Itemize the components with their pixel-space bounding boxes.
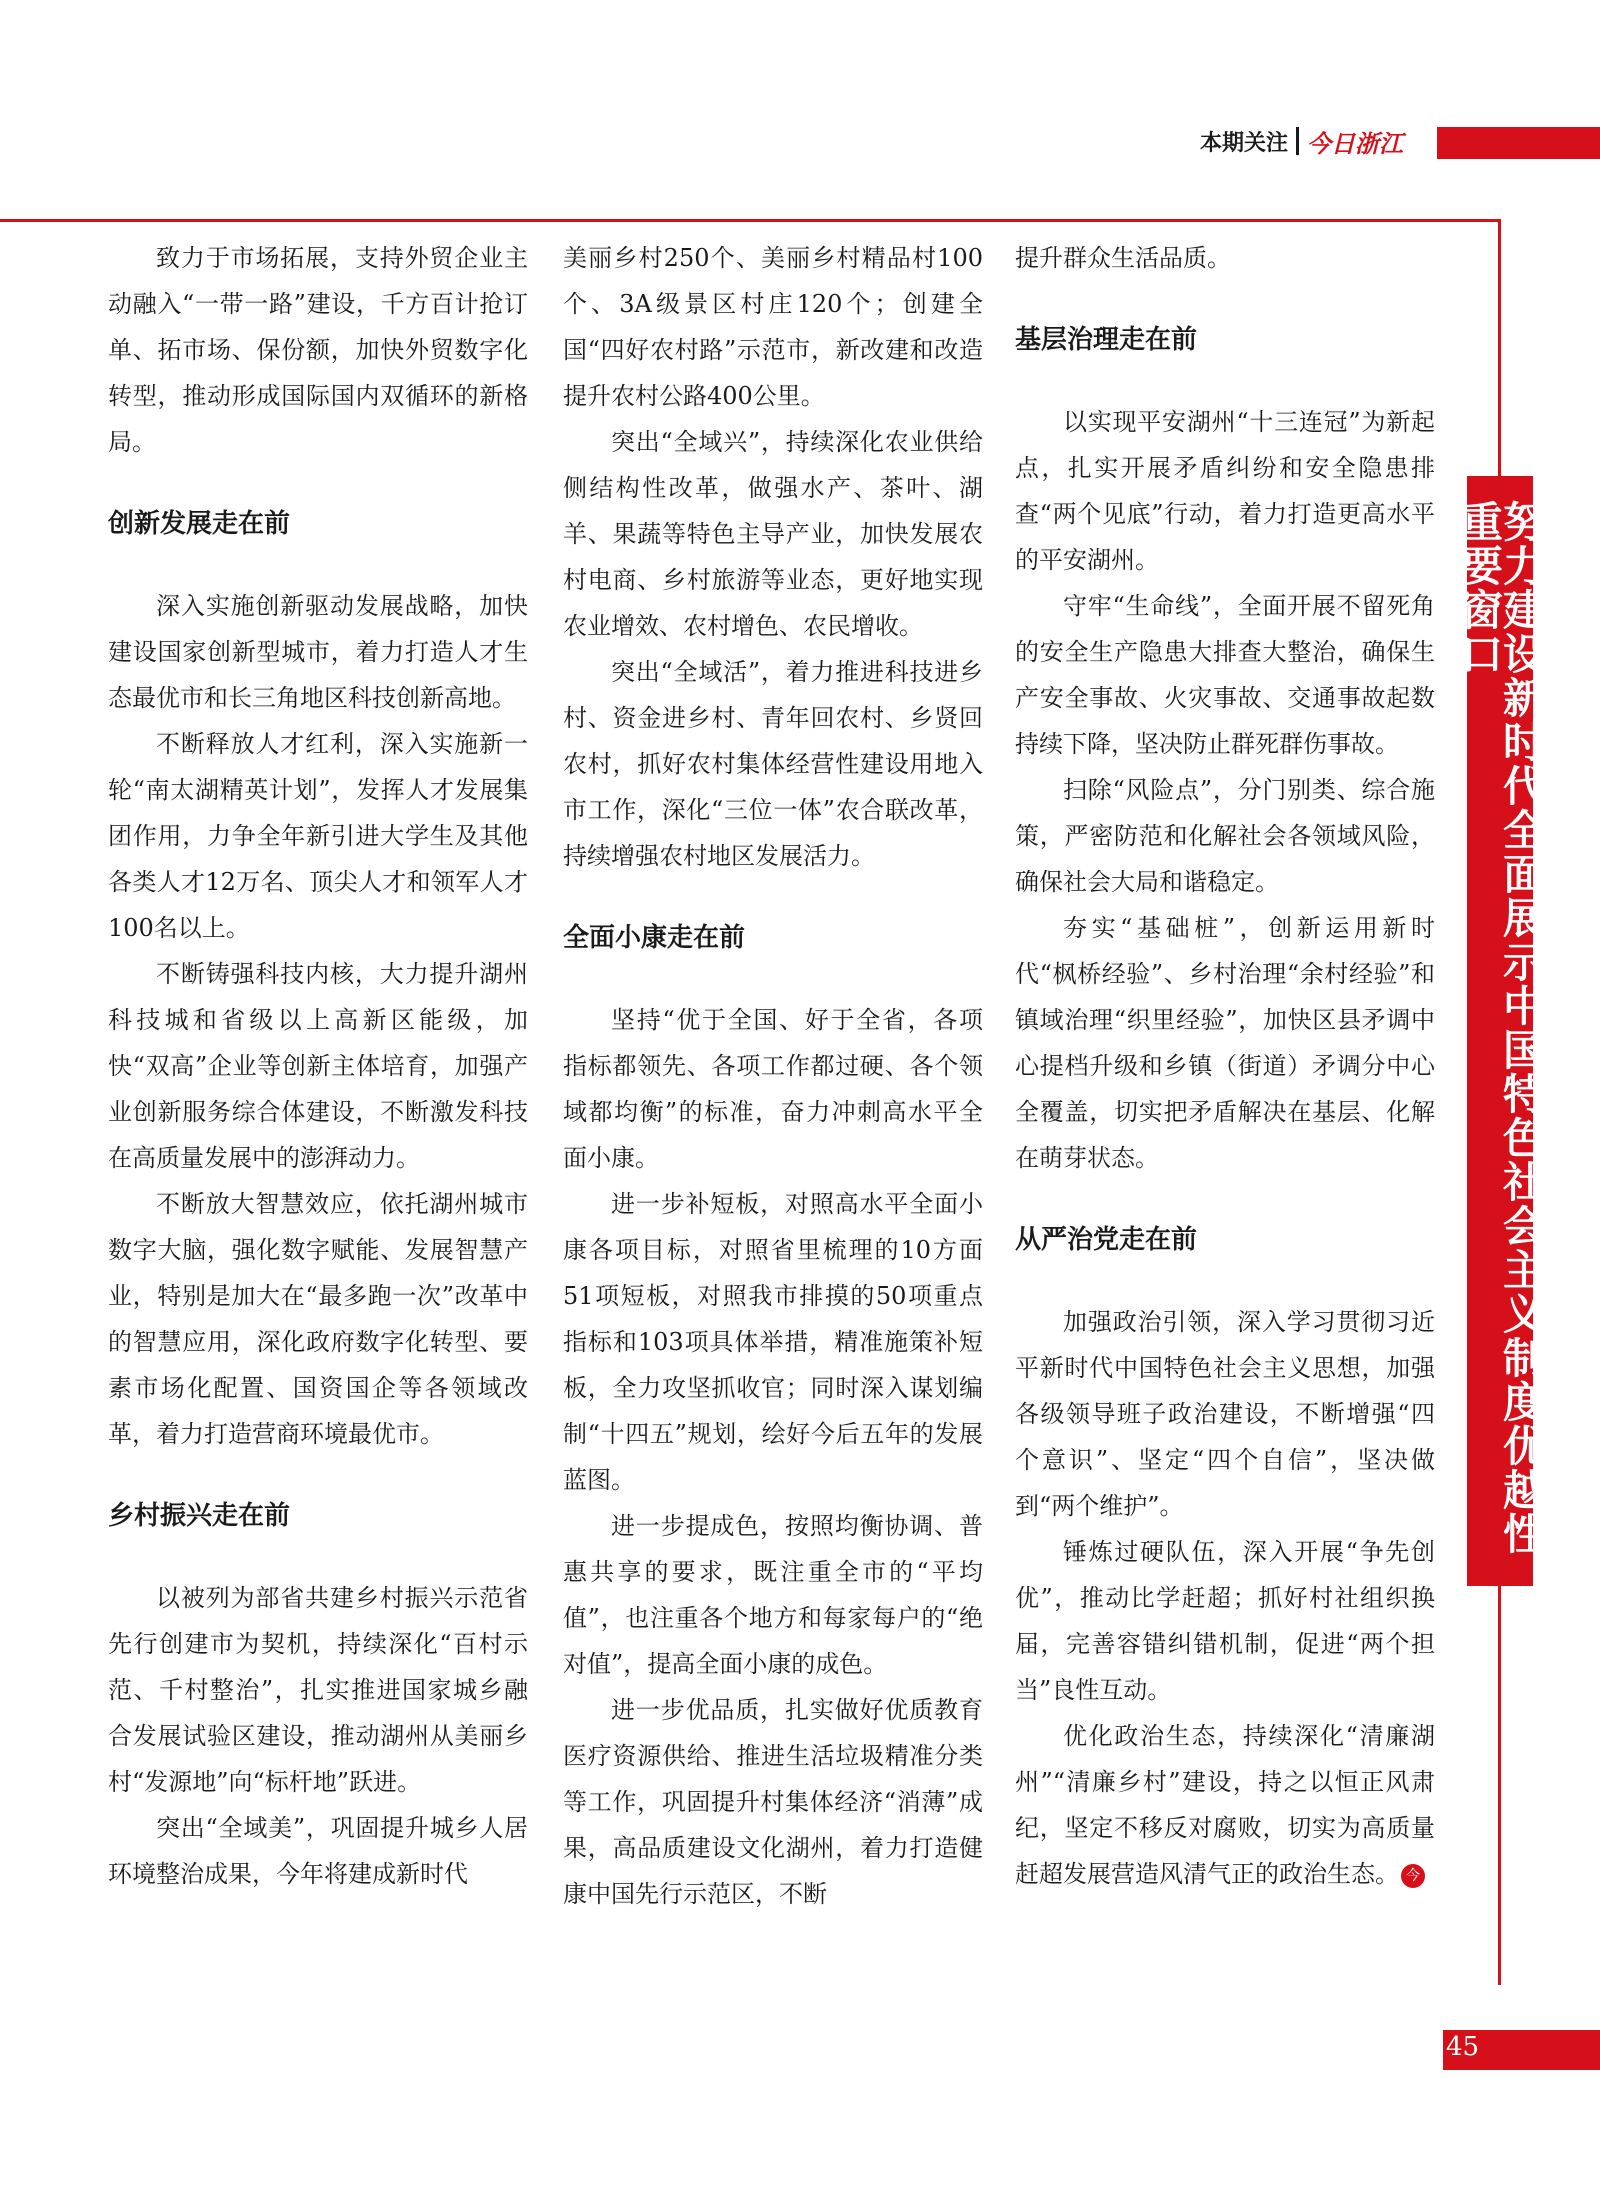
- paragraph: 以实现平安湖州“十三连冠”为新起点，扎实开展矛盾纠纷和安全隐患排查“两个见底”行动，着力打造更高水平的平安湖州。: [1015, 408, 1435, 574]
- header-red-bar: [1437, 127, 1600, 159]
- column-2: [563, 235, 983, 1917]
- column-3: [1015, 235, 1435, 1897]
- paragraph: 进一步优品质，扎实做好优质教育医疗资源供给、推进生活垃圾精准分类等工作，巩固提升村集体经济“消薄”成果，高品质建设文化湖州，着力打造健康中国先行示范区，不断: [563, 1696, 983, 1908]
- side-banner-text: 努力建设新时代全面展示中国特色社会主义制度优越性重要窗口: [1455, 500, 1546, 1556]
- section-heading: 从严治党走在前: [1015, 1225, 1198, 1255]
- paragraph: [1015, 1713, 1435, 1897]
- paragraph: 夯实“基础桩”，创新运用新时代“枫桥经验”、乡村治理“余村经验”和镇域治理“织里经验”，加快区县矛调中心提档升级和乡镇（街道）矛调分中心全覆盖，切实把矛盾解决在基层、化解在萌芽状态。: [1015, 914, 1435, 1172]
- paragraph: 守牢“生命线”，全面开展不留死角的安全生产隐患大排查大整治，确保生产安全事故、火灾事故、交通事故起数持续下降，坚决防止群死群伤事故。: [1015, 592, 1435, 758]
- page-header: [1200, 124, 1403, 158]
- paragraph: 锤炼过硬队伍，深入开展“争先创优”，推动比学赶超；抓好村社组织换届，完善容错纠错机制，促进“两个担当”良性互动。: [1015, 1538, 1435, 1704]
- paragraph: 美丽乡村250个、美丽乡村精品村100个、3A级景区村庄120个；创建全国“四好农村路”示范市，新改建和改造提升农村公路400公里。: [563, 244, 983, 410]
- paragraph: 致力于市场拓展，支持外贸企业主动融入“一带一路”建设，千方百计抢订单、拓市场、保份额，加快外贸数字化转型，推动形成国际国内双循环的新格局。: [108, 244, 528, 456]
- paragraph: 不断放大智慧效应，依托湖州城市数字大脑，强化数字赋能、发展智慧产业，特别是加大在“最多跑一次”改革中的智慧应用，深化政府数字化转型、要素市场化配置、国资国企等各领域改革，着力打造营商环境最优市。: [108, 1190, 528, 1448]
- section-heading: 乡村振兴走在前: [108, 1501, 291, 1531]
- paragraph-text: 优化政治生态，持续深化“清廉湖州”“清廉乡村”建设，持之以恒正风肃纪，坚定不移反对腐败，切实为高质量赶超发展营造风清气正的政治生态。: [1015, 1722, 1435, 1888]
- section-heading: 创新发展走在前: [108, 509, 291, 539]
- paragraph: 以被列为部省共建乡村振兴示范省先行创建市为契机，持续深化“百村示范、千村整治”，扎实推进国家城乡融合发展试验区建设，推动湖州从美丽乡村“发源地”向“标杆地”跃进。: [108, 1584, 528, 1796]
- header-separator: [1296, 127, 1299, 155]
- page-number: 45: [1446, 2032, 1480, 2062]
- frame-top-rule: [0, 219, 1501, 222]
- paragraph: 进一步补短板，对照高水平全面小康各项目标，对照省里梳理的10方面51项短板，对照我市排摸的50项重点指标和103项具体举措，精准施策补短板，全力攻坚抓收官；同时深入谋划编制“十四五”规划，绘好今后五年的发展蓝图。: [563, 1190, 983, 1494]
- column-1: [108, 235, 528, 1897]
- paragraph: 加强政治引领，深入学习贯彻习近平新时代中国特色社会主义思想，加强各级领导班子政治建设，不断增强“四个意识”、坚定“四个自信”，坚决做到“两个维护”。: [1015, 1308, 1435, 1520]
- section-heading: 基层治理走在前: [1015, 325, 1198, 355]
- side-banner: [1455, 476, 1546, 1586]
- paragraph: 提升群众生活品质。: [1015, 244, 1231, 272]
- paragraph: 扫除“风险点”，分门别类、综合施策，严密防范和化解社会各领域风险，确保社会大局和谐稳定。: [1015, 776, 1435, 896]
- paragraph: 进一步提成色，按照均衡协调、普惠共享的要求，既注重全市的“平均值”，也注重各个地方和每家每户的“绝对值”，提高全面小康的成色。: [563, 1512, 983, 1678]
- paragraph: 深入实施创新驱动发展战略，加快建设国家创新型城市，着力打造人才生态最优市和长三角地区科技创新高地。: [108, 592, 528, 712]
- magazine-logo: 今日浙江: [1307, 128, 1404, 158]
- section-heading: 全面小康走在前: [563, 923, 746, 953]
- section-title: 本期关注: [1200, 130, 1289, 156]
- paragraph: 坚持“优于全国、好于全省，各项指标都领先、各项工作都过硬、各个领域都均衡”的标准，奋力冲刺高水平全面小康。: [563, 1006, 983, 1172]
- paragraph: 不断释放人才红利，深入实施新一轮“南太湖精英计划”，发挥人才发展集团作用，力争全年新引进大学生及其他各类人才12万名、顶尖人才和领军人才100名以上。: [108, 730, 528, 942]
- paragraph: 突出“全域活”，着力推进科技进乡村、资金进乡村、青年回农村、乡贤回农村，抓好农村集体经营性建设用地入市工作，深化“三位一体”农合联改革，持续增强农村地区发展活力。: [563, 658, 983, 870]
- paragraph: 不断铸强科技内核，大力提升湖州科技城和省级以上高新区能级，加快“双高”企业等创新主体培育，加强产业创新服务综合体建设，不断激发科技在高质量发展中的澎湃动力。: [108, 960, 528, 1172]
- end-mark-icon: 今: [1401, 1864, 1425, 1888]
- paragraph: 突出“全域兴”，持续深化农业供给侧结构性改革，做强水产、茶叶、湖羊、果蔬等特色主导产业，加快发展农村电商、乡村旅游等业态，更好地实现农业增效、农村增色、农民增收。: [563, 428, 983, 640]
- paragraph: 突出“全域美”，巩固提升城乡人居环境整治成果，今年将建成新时代: [108, 1814, 528, 1888]
